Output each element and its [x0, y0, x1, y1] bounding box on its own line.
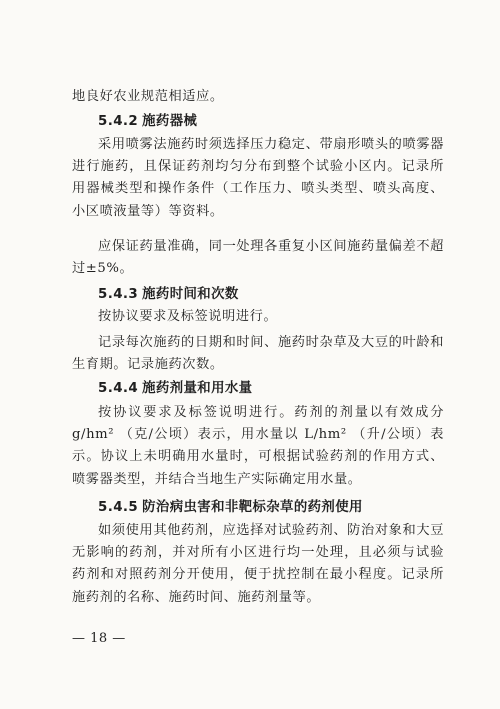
page-number: — 18 —	[72, 631, 126, 646]
section-heading-5-4-3	[98, 285, 239, 305]
paragraph-equipment: 采用喷雾法施药时须选择压力稳定、带扇形喷头的喷雾器进行施药，且保证药剂均匀分布到整个试验小区内。记录所用器械类型和操作条件（工作压力、喷头类型、喷头高度、小区喷液量等）等资料。	[72, 137, 444, 219]
section-heading-5-4-2	[98, 112, 197, 132]
paragraph-continuation: 地良好农业规范相适应。	[72, 89, 224, 104]
section-number: 5.4.2	[98, 114, 139, 129]
paragraph-dose-accuracy: 应保证药量准确，同一处理各重复小区间施药量偏差不超过±5%。	[72, 239, 444, 277]
paragraph-other-pesticides: 如须使用其他药剂，应选择对试验药剂、防治对象和大豆无影响的药剂，并对所有小区进行均一处理，且必须与试验药剂和对照药剂分开使用，便于扰控制在最小程度。记录所施药剂的名称、施药时间、施药剂量等。	[72, 523, 444, 605]
paragraph-dosage-water: 按协议要求及标签说明进行。药剂的剂量以有效成分 g/hm² （克/公顷）表示，用水量以 L/hm² （升/公顷）表示。协议上未明确用水量时，可根据试验药剂的作用方式、喷雾器类型，并结合当地生产实际确定用水量。	[72, 405, 444, 487]
section-title: 施药时间和次数	[142, 287, 239, 302]
section-number: 5.4.5	[98, 500, 139, 515]
section-number: 5.4.3	[98, 287, 139, 302]
section-heading-5-4-5	[98, 498, 363, 518]
paragraph-record-timing: 记录每次施药的日期和时间、施药时杂草及大豆的叶龄和生育期。记录施药次数。	[72, 335, 444, 373]
paragraph-protocol: 按协议要求及标签说明进行。	[98, 309, 278, 324]
section-number: 5.4.4	[98, 381, 139, 396]
section-heading-5-4-4	[98, 379, 252, 399]
section-title: 防治病虫害和非靶标杂草的药剂使用	[142, 500, 363, 515]
section-title: 施药器械	[142, 114, 198, 129]
section-title: 施药剂量和用水量	[142, 381, 253, 396]
